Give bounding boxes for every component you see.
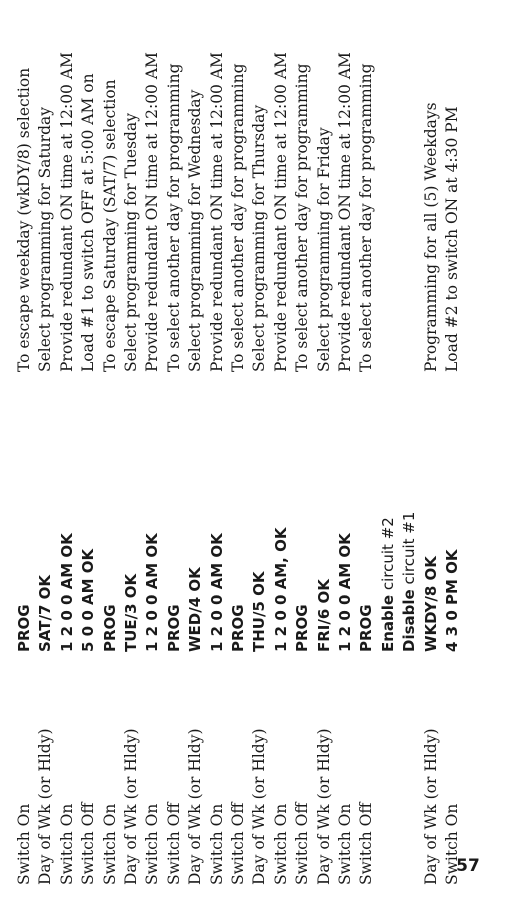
keys-cell [378,517,398,652]
purpose-cell: To select another day for programming [229,63,247,372]
purpose-cell: Provide redundant ON time at 12:00 AM [271,52,290,372]
keys-cell: PROG [357,604,376,652]
action-cell: Day of Wk (or Hldy) [36,728,55,885]
purpose-cell: Select programming for Thursday [250,104,269,372]
keys-cell: TUE/3 OK [122,573,140,652]
keys-cell: 5 0 0 AM OK [79,548,98,652]
purpose-cell: Load #2 to switch ON at 4:30 PM [443,106,461,372]
circuit-label: circuit #1 [400,511,419,590]
keys-cell: PROG [293,604,312,652]
action-cell: Day of Wk (or Hldy) [186,728,205,885]
keys-cell: 1 2 0 0 AM OK [57,533,76,652]
keys-cell: PROG [15,604,33,652]
keys-cell: 1 2 0 0 AM OK [207,533,226,652]
action-cell: Switch On [57,803,76,885]
action-cell: Switch Off [357,802,376,885]
purpose-cell: To escape weekday (wkDY/8) selection [15,67,33,372]
action-cell: Switch On [207,803,226,885]
action-cell: Switch On [443,803,461,885]
purpose-cell: To escape Saturday (SAT/7) selection [100,79,119,372]
keys-cell: SAT/7 OK [36,575,55,652]
circuit-label: circuit #2 [378,517,397,595]
action-cell: Day of Wk (or Hldy) [122,728,140,885]
disable-keyword: Disable [400,589,419,652]
keys-cell: PROG [229,604,247,652]
purpose-cell: To select another day for programming [357,63,376,372]
keys-cell: PROG [100,604,119,652]
purpose-cell: Select programming for Tuesday [122,113,140,372]
keys-cell: 1 2 0 0 AM OK [143,533,162,652]
keys-cell: THU/5 OK [250,571,269,652]
purpose-cell: Select programming for Friday [314,127,333,372]
purpose-cell: Select programming for Wednesday [186,89,205,372]
purpose-cell: Provide redundant ON time at 12:00 AM [143,52,162,372]
keys-cell: FRI/6 OK [314,579,333,652]
action-cell: Day of Wk (or Hldy) [421,728,440,885]
action-cell: Switch On [100,803,119,885]
purpose-cell: Select programming for Saturday [36,107,55,372]
keys-cell: PROG [164,604,183,652]
action-cell: Switch On [143,803,162,885]
purpose-cell: Provide redundant ON time at 12:00 AM [207,52,226,372]
action-cell: Switch On [271,803,290,885]
keys-cell: 1 2 0 0 AM OK [336,533,354,652]
action-cell: Switch On [336,803,354,885]
keys-cell [399,512,419,652]
keys-cell: 4 3 0 PM OK [443,549,461,652]
keys-cell: WKDY/8 OK [421,556,440,652]
enable-keyword: Enable [378,594,397,652]
purpose-cell: Provide redundant ON time at 12:00 AM [57,52,76,372]
action-cell: Day of Wk (or Hldy) [250,728,269,885]
purpose-cell: To select another day for programming [293,63,312,372]
action-cell: Day of Wk (or Hldy) [314,728,333,885]
page-number: 57 [456,856,480,876]
keys-cell: 1 2 0 0 AM, OK [271,527,290,652]
purpose-cell: Provide redundant ON time at 12:00 AM [336,52,354,372]
action-cell: Switch Off [229,802,247,885]
action-cell: Switch Off [293,802,312,885]
keys-cell: WED/4 OK [186,567,205,652]
action-cell: Switch On [15,803,33,885]
purpose-cell: Programming for all (5) Weekdays [421,102,440,372]
purpose-cell: To select another day for programming [164,63,183,372]
action-cell: Switch Off [79,802,98,885]
purpose-cell: Load #1 to switch OFF at 5:00 AM on [79,73,98,372]
action-cell: Switch Off [164,802,183,885]
